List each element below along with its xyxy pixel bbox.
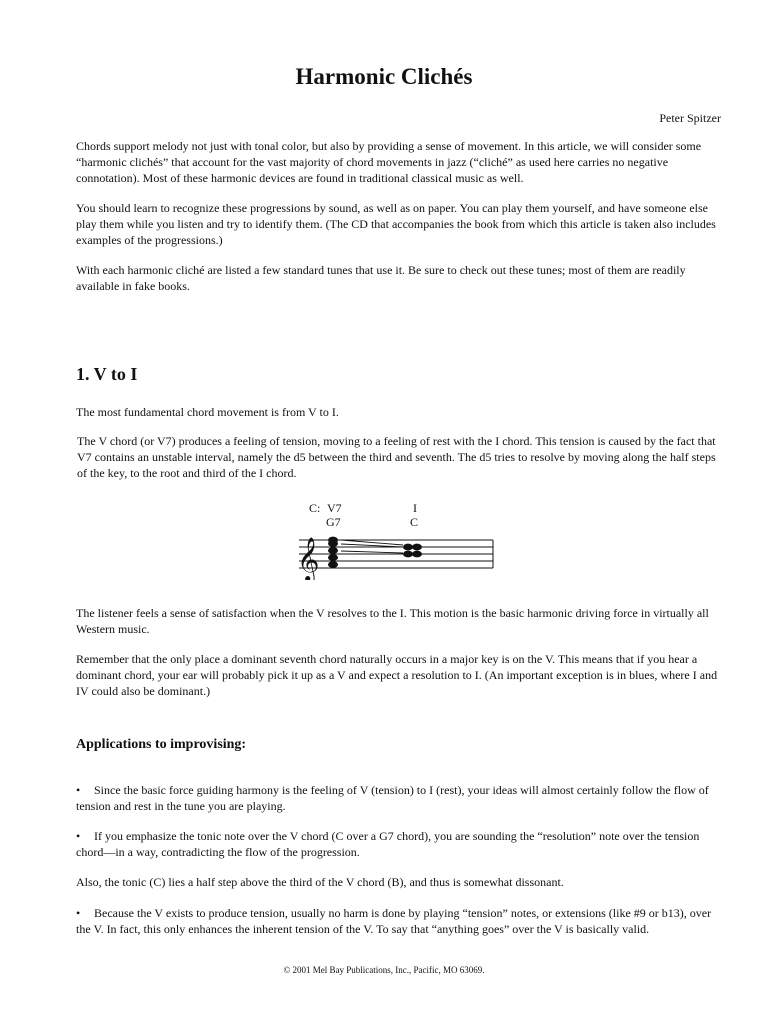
bullet-icon: • [76, 829, 81, 843]
intro-paragraph-2: You should learn to recognize these progressions by sound, as well as on paper. You can play them yourself, and have someone else play them while you listen and try to identify them. (The CD that accompanies the book from which this article is taken also includes examples of the progressions.) [76, 201, 716, 247]
section-heading: 1. V to I [76, 364, 138, 384]
application-paragraph: Also, the tonic (C) lies a half step above the third of the V chord (B), and thus is somewhat dissonant. [76, 875, 564, 889]
applications-heading: Applications to improvising: [76, 737, 247, 752]
staff-notation [295, 532, 497, 580]
chord1-name: G7 [326, 515, 341, 529]
bullet-text: Because the V exists to produce tension, usually no harm is done by playing “tension” notes, or extensions (like #9 or b13), over the V. In fact, this only enhances the inherent tension of the V. To say that “anything goes” over the V is basically valid. [76, 906, 712, 936]
application-bullet-2 [76, 828, 726, 860]
section-paragraph-3: The listener feels a sense of satisfaction when the V resolves to the I. This motion is the basic harmonic driving force in virtually all Western music. [76, 606, 709, 636]
section-paragraph-4: Remember that the only place a dominant seventh chord naturally occurs in a major key is on the V. This means that if you hear a dominant chord, your ear will probably pick it up as a V and expect a resolution to I. (An important exception is in blues, where I and IV could also be dominant.) [76, 652, 718, 698]
chord2-name: C [410, 515, 419, 529]
page-title: Harmonic Clichés [295, 64, 473, 89]
chord2-notes [403, 544, 422, 558]
intro-paragraph-3: With each harmonic cliché are listed a few standard tunes that use it. Be sure to check out these tunes; most of them are readily available in fake books. [76, 263, 686, 293]
key-label: C: [309, 501, 321, 515]
chord2-roman: I [413, 501, 417, 515]
treble-clef-icon: 𝄞 [297, 537, 320, 580]
footer-copyright: © 2001 Mel Bay Publications, Inc., Pacific, MO 63069. [283, 965, 485, 975]
bullet-text: If you emphasize the tonic note over the V chord (C over a G7 chord), you are sounding the “resolution” note over the tension chord—in a way, contradicting the flow of the progression. [76, 829, 700, 859]
bullet-icon: • [76, 906, 81, 920]
section-paragraph-2: The V chord (or V7) produces a feeling of tension, moving to a feeling of rest with the I chord. This tension is caused by the fact that V7 contains an unstable interval, namely the d5 between the third and seventh. The d5 tries to resolve by moving along the half steps of the key, to the root and third of the I chord. [77, 434, 716, 480]
section-paragraph-1: The most fundamental chord movement is from V to I. [76, 405, 339, 419]
application-bullet-3 [76, 905, 726, 937]
bullet-icon: • [76, 783, 81, 797]
chord1-roman: V7 [327, 501, 342, 515]
intro-paragraph-1: Chords support melody not just with tonal color, but also by providing a sense of movement. In this article, we will consider some “harmonic clichés” that account for the vast majority of chord movements in jazz (“cliché” as used here carries no negative connotation). Most of these harmonic devices are found in traditional classical music as well. [76, 139, 702, 185]
author: Peter Spitzer [659, 111, 721, 125]
chord1-notes [328, 537, 338, 568]
application-bullet-1 [76, 782, 726, 814]
bullet-text: Since the basic force guiding harmony is the feeling of V (tension) to I (rest), your ideas will almost certainly follow the flow of tension and rest in the tune you are playing. [76, 783, 709, 813]
